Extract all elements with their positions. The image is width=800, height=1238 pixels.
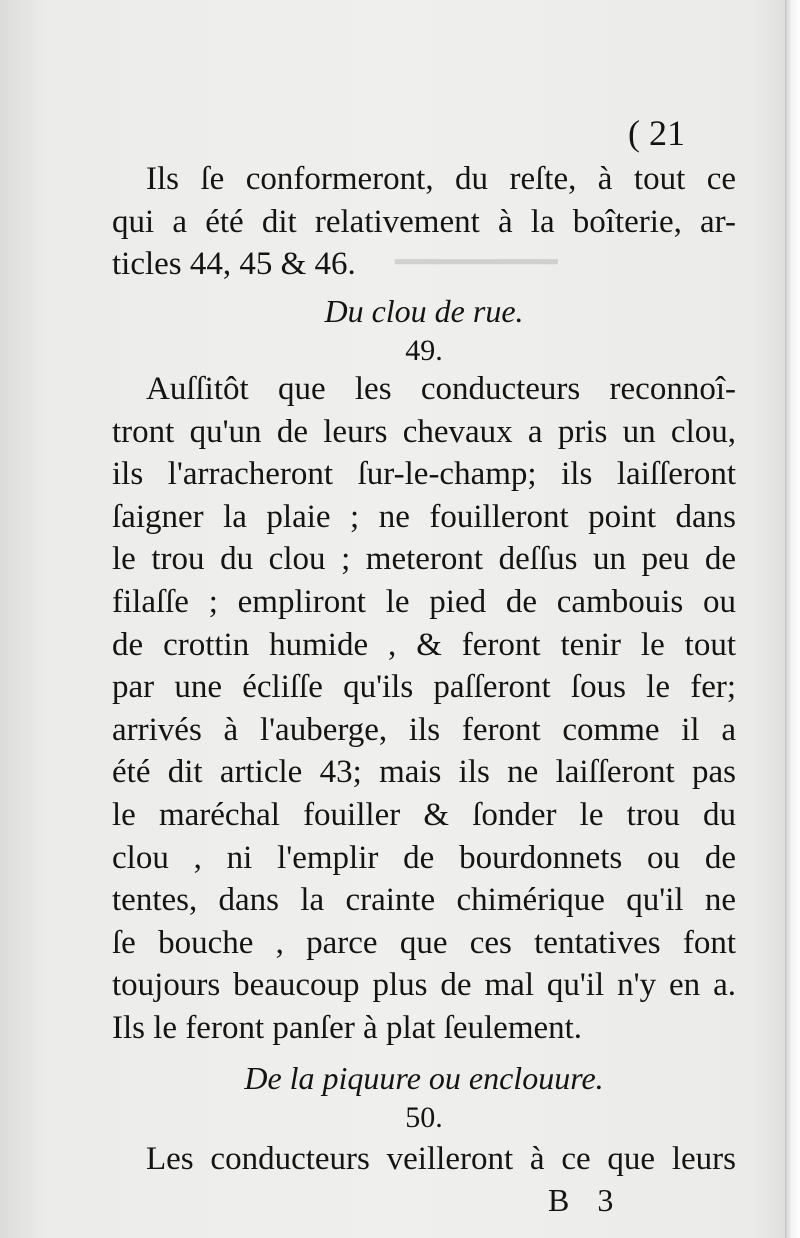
text-line: Ils le feront panſer à plat ſeulement. bbox=[112, 1009, 583, 1046]
text-line: le maréchal fouiller & ſonder le trou du bbox=[112, 796, 736, 833]
paragraph-1 bbox=[112, 158, 736, 286]
text-line: Les conducteurs veilleront à ce que leurs bbox=[146, 1141, 736, 1177]
text-line: le trou du clou ; meteront deſſus un peu de bbox=[112, 541, 736, 578]
page-number: ( 21 bbox=[628, 113, 685, 153]
text-line: Auſſitôt que les conducteurs reconnoî- bbox=[146, 371, 736, 407]
text-line: clou , ni l'emplir de bourdonnets ou de bbox=[112, 839, 736, 876]
section-heading: De la piquure ou enclouure. bbox=[244, 1060, 604, 1096]
paragraph-3 bbox=[112, 1138, 736, 1180]
text-line: qui a été dit relativement à la boîterie, ar- bbox=[112, 203, 736, 240]
text-line: ſaigner la plaie ; ne fouilleront point dans bbox=[112, 498, 736, 535]
article-number: 50. bbox=[405, 1101, 443, 1134]
text-line: été dit article 43; mais ils ne laiſſeront pas bbox=[112, 754, 736, 791]
paragraph-2 bbox=[112, 368, 736, 1050]
text-line: ils l'arracheront ſur-le-champ; ils laiſſeront bbox=[112, 456, 736, 493]
text-line: tront qu'un de leurs chevaux a pris un clou, bbox=[112, 413, 736, 450]
text-line: toujours beaucoup plus de mal qu'il n'y en a. bbox=[112, 967, 736, 1004]
show-through-text: ━━━━━━━━━ bbox=[395, 246, 558, 279]
text-line: par une écliſſe qu'ils paſſeront ſous le fer; bbox=[112, 669, 736, 706]
text-line: tentes, dans la crainte chimérique qu'il ne bbox=[112, 882, 736, 919]
text-line: ticles 44, 45 & 46. bbox=[112, 246, 356, 283]
signature-mark: B 3 bbox=[548, 1182, 624, 1218]
text-line: ſe bouche , parce que ces tentatives font bbox=[112, 924, 736, 961]
page-edge bbox=[785, 0, 800, 1238]
section-heading: Du clou de rue. bbox=[324, 293, 524, 329]
article-number: 49. bbox=[405, 334, 443, 367]
text-line: de crottin humide , & feront tenir le tout bbox=[112, 626, 736, 663]
text-line: filaſſe ; empliront le pied de cambouis ou bbox=[112, 583, 736, 620]
text-line: arrivés à l'auberge, ils feront comme il a bbox=[112, 711, 736, 748]
text-line: Ils ſe conformeront, du reſte, à tout ce bbox=[146, 161, 736, 197]
